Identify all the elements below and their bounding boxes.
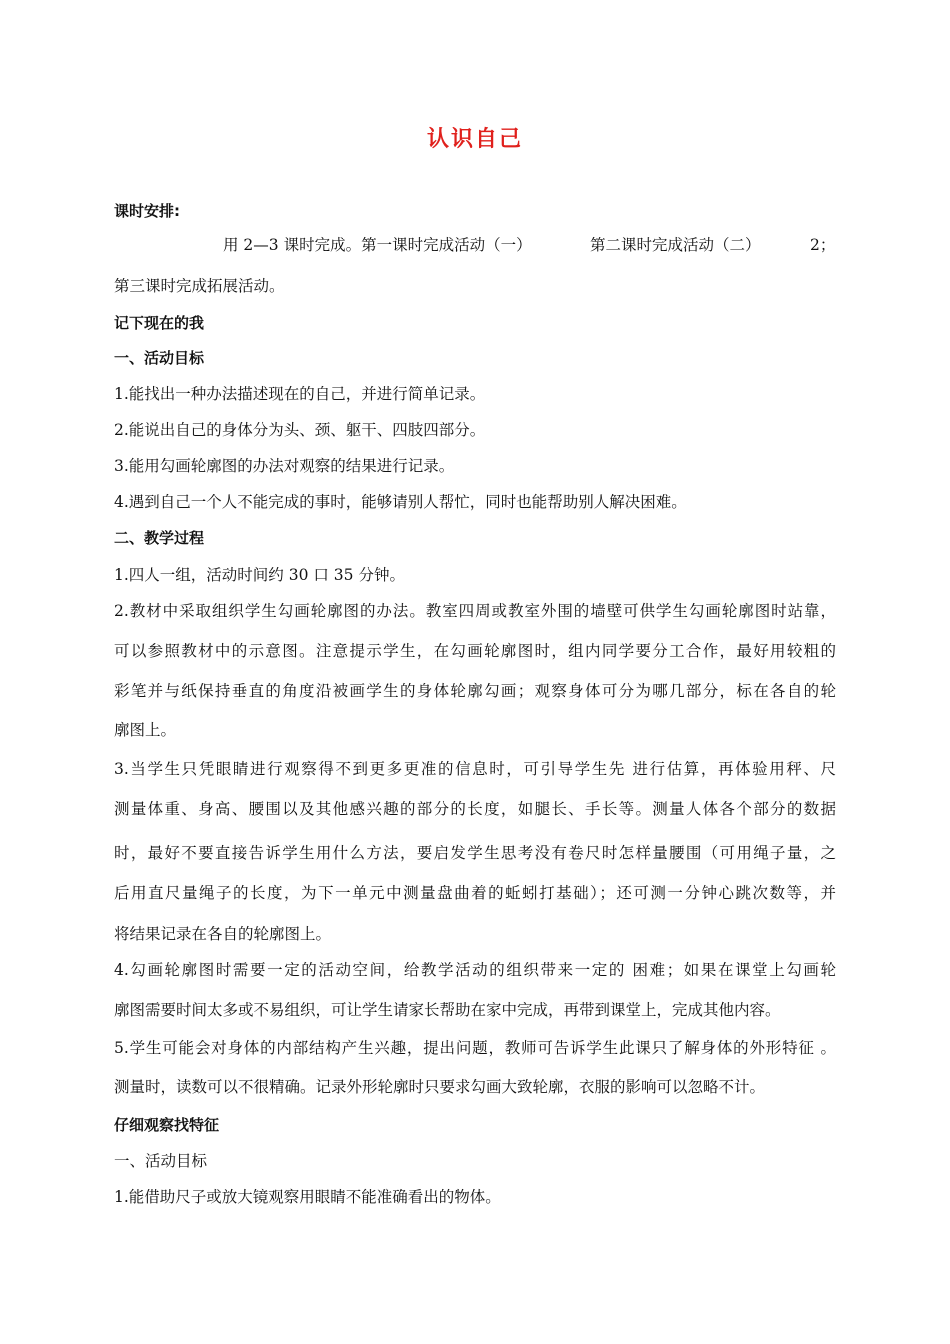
- goal-item: 3.能用勾画轮廓图的办法对观察的结果进行记录。: [114, 457, 455, 475]
- section1-title: 记下现在的我: [114, 314, 205, 332]
- process-line: 4.勾画轮廓图时需要一定的活动空间，给教学活动的组织带来一定的 困难；如果在课堂上勾画轮: [114, 961, 836, 979]
- process-line: 后用直尺量绳子的长度，为下一单元中测量盘曲着的蚯蚓打基础）；还可测一分钟心跳次数等，并: [114, 884, 836, 902]
- process-line: 2.教材中采取组织学生勾画轮廓图的办法。教室四周或教室外围的墙壁可供学生勾画轮廓图时站靠，: [114, 602, 836, 620]
- goal-item: 4.遇到自己一个人不能完成的事时，能够请别人帮忙，同时也能帮助别人解决困难。: [114, 493, 687, 511]
- goal-item: 1.能借助尺子或放大镜观察用眼睛不能准确看出的物体。: [114, 1188, 501, 1206]
- section1-goals-heading: 一、活动目标: [114, 349, 205, 367]
- schedule-line-2: 第三课时完成拓展活动。: [114, 277, 285, 295]
- schedule-heading: 课时安排:: [114, 202, 180, 220]
- process-line: 1.四人一组，活动时间约 30 口 35 分钟。: [114, 566, 405, 584]
- schedule-part-1: 用 2—3 课时完成。第一课时完成活动（一）: [223, 236, 532, 254]
- process-line: 测量时，读数可以不很精确。记录外形轮廓时只要求勾画大致轮廓，衣服的影响可以忽略不计。: [114, 1078, 766, 1096]
- schedule-part-3: 2；: [810, 236, 836, 254]
- process-line: 廓图上。: [114, 721, 177, 739]
- schedule-part-2: 第二课时完成活动（二）: [590, 236, 761, 254]
- section1-process-heading: 二、教学过程: [114, 529, 205, 547]
- process-line: 5.学生可能会对身体的内部结构产生兴趣，提出问题，教师可告诉学生此课只了解身体的外形特征 。: [114, 1039, 836, 1057]
- process-line: 测量体重、身高、腰围以及其他感兴趣的部分的长度，如腿长、手长等。测量人体各个部分的数据: [114, 800, 836, 818]
- process-line: 将结果记录在各自的轮廓图上。: [114, 925, 332, 943]
- document-title: 认识自己: [426, 127, 523, 152]
- process-line: 廓图需要时间太多或不易组织，可让学生请家长帮助在家中完成，再带到课堂上，完成其他内容。: [114, 1001, 781, 1019]
- process-line: 3.当学生只凭眼睛进行观察得不到更多更准的信息时，可引导学生先 进行估算，再体验用秤、尺: [114, 760, 836, 778]
- process-line: 彩笔并与纸保持垂直的角度沿被画学生的身体轮廓勾画；观察身体可分为哪几部分，标在各自的轮: [114, 682, 836, 700]
- goal-item: 1.能找出一种办法描述现在的自己，并进行简单记录。: [114, 385, 486, 403]
- section2-goals-heading: 一、活动目标: [114, 1152, 208, 1170]
- process-line: 可以参照教材中的示意图。注意提示学生，在勾画轮廓图时，组内同学要分工合作，最好用较粗的: [114, 642, 836, 660]
- goal-item: 2.能说出自己的身体分为头、颈、躯干、四肢四部分。: [114, 421, 486, 439]
- section2-title: 仔细观察找特征: [114, 1116, 220, 1134]
- schedule-line: [114, 235, 836, 255]
- process-line: 时，最好不要直接告诉学生用什么方法，要启发学生思考没有卷尺时怎样量腰围（可用绳子量，之: [114, 844, 836, 862]
